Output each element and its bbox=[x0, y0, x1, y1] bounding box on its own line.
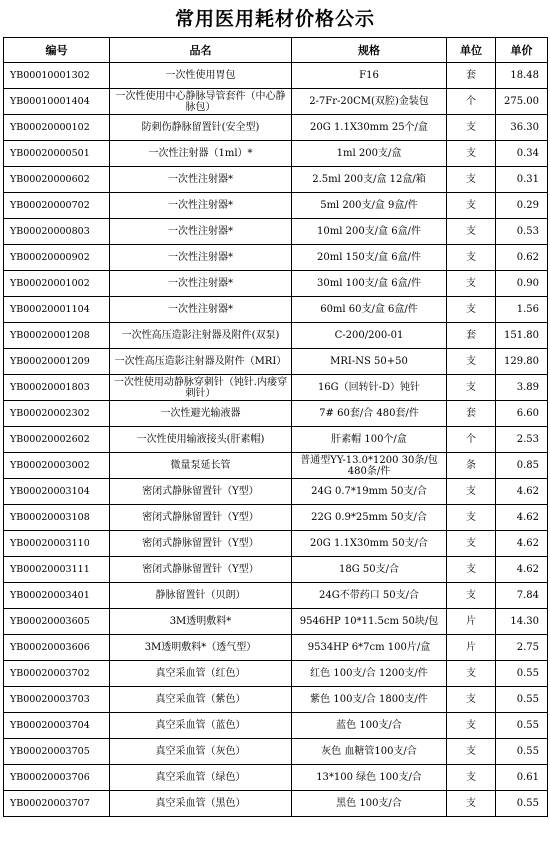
cell-name: 真空采血管（紫色） bbox=[110, 687, 292, 713]
table-row bbox=[4, 245, 548, 271]
cell-code: YB00020000501 bbox=[4, 141, 110, 167]
cell-spec: 1ml 200支/盒 bbox=[292, 141, 447, 167]
cell-price: 129.80 bbox=[496, 349, 548, 375]
cell-code: YB00020003705 bbox=[4, 739, 110, 765]
cell-spec: 20ml 150支/盒 6盒/件 bbox=[292, 245, 447, 271]
table-row bbox=[4, 141, 548, 167]
table-row bbox=[4, 765, 548, 791]
table-row bbox=[4, 609, 548, 635]
cell-name: 密闭式静脉留置针（Y型） bbox=[110, 557, 292, 583]
cell-unit: 支 bbox=[447, 271, 496, 297]
cell-unit: 支 bbox=[447, 791, 496, 817]
cell-price: 4.62 bbox=[496, 531, 548, 557]
cell-unit: 支 bbox=[447, 713, 496, 739]
table-row bbox=[4, 115, 548, 141]
cell-code: YB00020003703 bbox=[4, 687, 110, 713]
header-name: 品名 bbox=[110, 38, 292, 63]
cell-spec: 灰色 血糖管100支/合 bbox=[292, 739, 447, 765]
cell-spec: 24G不带药口 50支/合 bbox=[292, 583, 447, 609]
cell-spec: MRI-NS 50+50 bbox=[292, 349, 447, 375]
cell-unit: 支 bbox=[447, 245, 496, 271]
cell-price: 7.84 bbox=[496, 583, 548, 609]
table-row bbox=[4, 635, 548, 661]
cell-code: YB00020001208 bbox=[4, 323, 110, 349]
cell-code: YB00020001104 bbox=[4, 297, 110, 323]
cell-code: YB00020003002 bbox=[4, 453, 110, 479]
cell-unit: 支 bbox=[447, 765, 496, 791]
table-row bbox=[4, 219, 548, 245]
cell-code: YB00020001002 bbox=[4, 271, 110, 297]
table-row bbox=[4, 193, 548, 219]
cell-price: 36.30 bbox=[496, 115, 548, 141]
cell-price: 151.80 bbox=[496, 323, 548, 349]
cell-name: 一次性使用中心静脉导管套件（中心静脉包） bbox=[110, 89, 292, 115]
table-row bbox=[4, 557, 548, 583]
cell-name: 一次性高压造影注射器及附件（MRI） bbox=[110, 349, 292, 375]
cell-unit: 支 bbox=[447, 219, 496, 245]
price-table bbox=[3, 37, 548, 817]
cell-price: 18.48 bbox=[496, 63, 548, 89]
cell-unit: 套 bbox=[447, 401, 496, 427]
cell-spec: 24G 0.7*19mm 50支/合 bbox=[292, 479, 447, 505]
cell-price: 0.34 bbox=[496, 141, 548, 167]
cell-name: 一次性注射器（1ml）* bbox=[110, 141, 292, 167]
cell-code: YB00020000702 bbox=[4, 193, 110, 219]
cell-name: 一次性注射器* bbox=[110, 297, 292, 323]
cell-unit: 支 bbox=[447, 115, 496, 141]
cell-code: YB00020001803 bbox=[4, 375, 110, 401]
table-row bbox=[4, 583, 548, 609]
table-row bbox=[4, 713, 548, 739]
cell-spec: 13*100 绿色 100支/合 bbox=[292, 765, 447, 791]
table-row bbox=[4, 349, 548, 375]
cell-unit: 片 bbox=[447, 609, 496, 635]
cell-code: YB00010001302 bbox=[4, 63, 110, 89]
header-unit: 单位 bbox=[447, 38, 496, 63]
cell-code: YB00020002602 bbox=[4, 427, 110, 453]
cell-price: 0.31 bbox=[496, 167, 548, 193]
cell-code: YB00020003704 bbox=[4, 713, 110, 739]
cell-spec: 7# 60套/合 480套/件 bbox=[292, 401, 447, 427]
cell-name: 一次性注射器* bbox=[110, 167, 292, 193]
cell-name: 一次性避光输液器 bbox=[110, 401, 292, 427]
cell-code: YB00020001209 bbox=[4, 349, 110, 375]
cell-name: 密闭式静脉留置针（Y型） bbox=[110, 479, 292, 505]
cell-spec: 紫色 100支/合 1800支/件 bbox=[292, 687, 447, 713]
cell-unit: 支 bbox=[447, 479, 496, 505]
table-row bbox=[4, 297, 548, 323]
cell-name: 一次性使用动静脉穿刺针（钝针.内瘘穿刺针） bbox=[110, 375, 292, 401]
cell-name: 真空采血管（灰色） bbox=[110, 739, 292, 765]
cell-code: YB00020000602 bbox=[4, 167, 110, 193]
cell-spec: 16G（回转针-D）钝针 bbox=[292, 375, 447, 401]
cell-name: 一次性注射器* bbox=[110, 271, 292, 297]
cell-price: 1.56 bbox=[496, 297, 548, 323]
cell-unit: 支 bbox=[447, 167, 496, 193]
table-row bbox=[4, 63, 548, 89]
cell-unit: 支 bbox=[447, 687, 496, 713]
cell-spec: 20G 1.1X30mm 50支/合 bbox=[292, 531, 447, 557]
cell-unit: 套 bbox=[447, 323, 496, 349]
cell-code: YB00020000803 bbox=[4, 219, 110, 245]
table-row bbox=[4, 687, 548, 713]
cell-unit: 支 bbox=[447, 349, 496, 375]
cell-spec: 红色 100支/合 1200支/件 bbox=[292, 661, 447, 687]
cell-name: 真空采血管（绿色） bbox=[110, 765, 292, 791]
cell-name: 一次性使用胃包 bbox=[110, 63, 292, 89]
cell-name: 一次性注射器* bbox=[110, 245, 292, 271]
cell-unit: 支 bbox=[447, 193, 496, 219]
table-row bbox=[4, 375, 548, 401]
cell-spec: 9546HP 10*11.5cm 50块/包 bbox=[292, 609, 447, 635]
cell-spec: 2.5ml 200支/盒 12盒/箱 bbox=[292, 167, 447, 193]
cell-unit: 支 bbox=[447, 661, 496, 687]
cell-name: 密闭式静脉留置针（Y型） bbox=[110, 531, 292, 557]
table-body bbox=[4, 63, 548, 817]
table-row bbox=[4, 453, 548, 479]
cell-spec: 5ml 200支/盒 9盒/件 bbox=[292, 193, 447, 219]
cell-code: YB00020003111 bbox=[4, 557, 110, 583]
cell-price: 3.89 bbox=[496, 375, 548, 401]
cell-code: YB00020002302 bbox=[4, 401, 110, 427]
cell-code: YB00020003707 bbox=[4, 791, 110, 817]
cell-unit: 个 bbox=[447, 89, 496, 115]
cell-price: 14.30 bbox=[496, 609, 548, 635]
cell-code: YB00020000102 bbox=[4, 115, 110, 141]
cell-spec: 2-7Fr-20CM(双腔)金装包 bbox=[292, 89, 447, 115]
cell-unit: 支 bbox=[447, 141, 496, 167]
cell-unit: 支 bbox=[447, 583, 496, 609]
cell-price: 0.55 bbox=[496, 713, 548, 739]
cell-code: YB00020000902 bbox=[4, 245, 110, 271]
cell-price: 2.75 bbox=[496, 635, 548, 661]
cell-spec: C-200/200-01 bbox=[292, 323, 447, 349]
header-price: 单价 bbox=[496, 38, 548, 63]
cell-price: 0.55 bbox=[496, 687, 548, 713]
cell-unit: 支 bbox=[447, 375, 496, 401]
cell-spec: 60ml 60支/盒 6盒/件 bbox=[292, 297, 447, 323]
cell-unit: 个 bbox=[447, 427, 496, 453]
cell-spec: 18G 50支/合 bbox=[292, 557, 447, 583]
cell-code: YB00020003104 bbox=[4, 479, 110, 505]
cell-name: 3M透明敷料*（透气型） bbox=[110, 635, 292, 661]
cell-spec: 22G 0.9*25mm 50支/合 bbox=[292, 505, 447, 531]
cell-spec: 普通型YY-13.0*1200 30条/包 480条/件 bbox=[292, 453, 447, 479]
cell-name: 真空采血管（蓝色） bbox=[110, 713, 292, 739]
cell-name: 微量泵延长管 bbox=[110, 453, 292, 479]
cell-name: 一次性使用输液接头(肝素帽) bbox=[110, 427, 292, 453]
cell-name: 真空采血管（红色） bbox=[110, 661, 292, 687]
cell-spec: 肝素帽 100个/盒 bbox=[292, 427, 447, 453]
cell-code: YB00020003605 bbox=[4, 609, 110, 635]
cell-name: 一次性注射器* bbox=[110, 219, 292, 245]
cell-code: YB00020003706 bbox=[4, 765, 110, 791]
table-row bbox=[4, 505, 548, 531]
cell-price: 4.62 bbox=[496, 479, 548, 505]
cell-code: YB00020003110 bbox=[4, 531, 110, 557]
table-row bbox=[4, 167, 548, 193]
cell-price: 4.62 bbox=[496, 505, 548, 531]
cell-spec: 9534HP 6*7cm 100片/盒 bbox=[292, 635, 447, 661]
cell-code: YB00020003108 bbox=[4, 505, 110, 531]
cell-name: 一次性注射器* bbox=[110, 193, 292, 219]
cell-spec: 10ml 200支/盒 6盒/件 bbox=[292, 219, 447, 245]
cell-unit: 支 bbox=[447, 739, 496, 765]
table-row bbox=[4, 323, 548, 349]
cell-price: 0.29 bbox=[496, 193, 548, 219]
cell-spec: 20G 1.1X30mm 25个/盒 bbox=[292, 115, 447, 141]
cell-price: 0.90 bbox=[496, 271, 548, 297]
header-spec: 规格 bbox=[292, 38, 447, 63]
cell-name: 一次性高压造影注射器及附件(双泵) bbox=[110, 323, 292, 349]
table-row bbox=[4, 89, 548, 115]
cell-unit: 片 bbox=[447, 635, 496, 661]
table-row bbox=[4, 661, 548, 687]
cell-spec: 30ml 100支/盒 6盒/件 bbox=[292, 271, 447, 297]
cell-unit: 支 bbox=[447, 297, 496, 323]
table-row bbox=[4, 791, 548, 817]
cell-price: 0.53 bbox=[496, 219, 548, 245]
table-row bbox=[4, 531, 548, 557]
cell-spec: F16 bbox=[292, 63, 447, 89]
cell-unit: 支 bbox=[447, 531, 496, 557]
cell-code: YB00020003702 bbox=[4, 661, 110, 687]
cell-price: 0.85 bbox=[496, 453, 548, 479]
cell-unit: 条 bbox=[447, 453, 496, 479]
table-row bbox=[4, 739, 548, 765]
cell-unit: 支 bbox=[447, 505, 496, 531]
cell-name: 真空采血管（黑色） bbox=[110, 791, 292, 817]
cell-code: YB00020003401 bbox=[4, 583, 110, 609]
cell-spec: 蓝色 100支/合 bbox=[292, 713, 447, 739]
cell-name: 密闭式静脉留置针（Y型） bbox=[110, 505, 292, 531]
cell-price: 0.55 bbox=[496, 791, 548, 817]
cell-price: 0.62 bbox=[496, 245, 548, 271]
cell-name: 3M透明敷料* bbox=[110, 609, 292, 635]
cell-code: YB00020003606 bbox=[4, 635, 110, 661]
cell-price: 2.53 bbox=[496, 427, 548, 453]
table-row bbox=[4, 271, 548, 297]
table-row bbox=[4, 479, 548, 505]
table-header-row bbox=[4, 38, 548, 63]
header-code: 编号 bbox=[4, 38, 110, 63]
cell-price: 0.61 bbox=[496, 765, 548, 791]
cell-price: 0.55 bbox=[496, 661, 548, 687]
table-row bbox=[4, 427, 548, 453]
cell-price: 275.00 bbox=[496, 89, 548, 115]
page-title: 常用医用耗材价格公示 bbox=[174, 8, 375, 30]
table-row bbox=[4, 401, 548, 427]
cell-unit: 支 bbox=[447, 557, 496, 583]
cell-price: 6.60 bbox=[496, 401, 548, 427]
cell-name: 静脉留置针（贝朗） bbox=[110, 583, 292, 609]
cell-unit: 套 bbox=[447, 63, 496, 89]
cell-price: 0.55 bbox=[496, 739, 548, 765]
cell-code: YB00010001404 bbox=[4, 89, 110, 115]
cell-price: 4.62 bbox=[496, 557, 548, 583]
cell-name: 防刺伤静脉留置针(安全型) bbox=[110, 115, 292, 141]
cell-spec: 黑色 100支/合 bbox=[292, 791, 447, 817]
